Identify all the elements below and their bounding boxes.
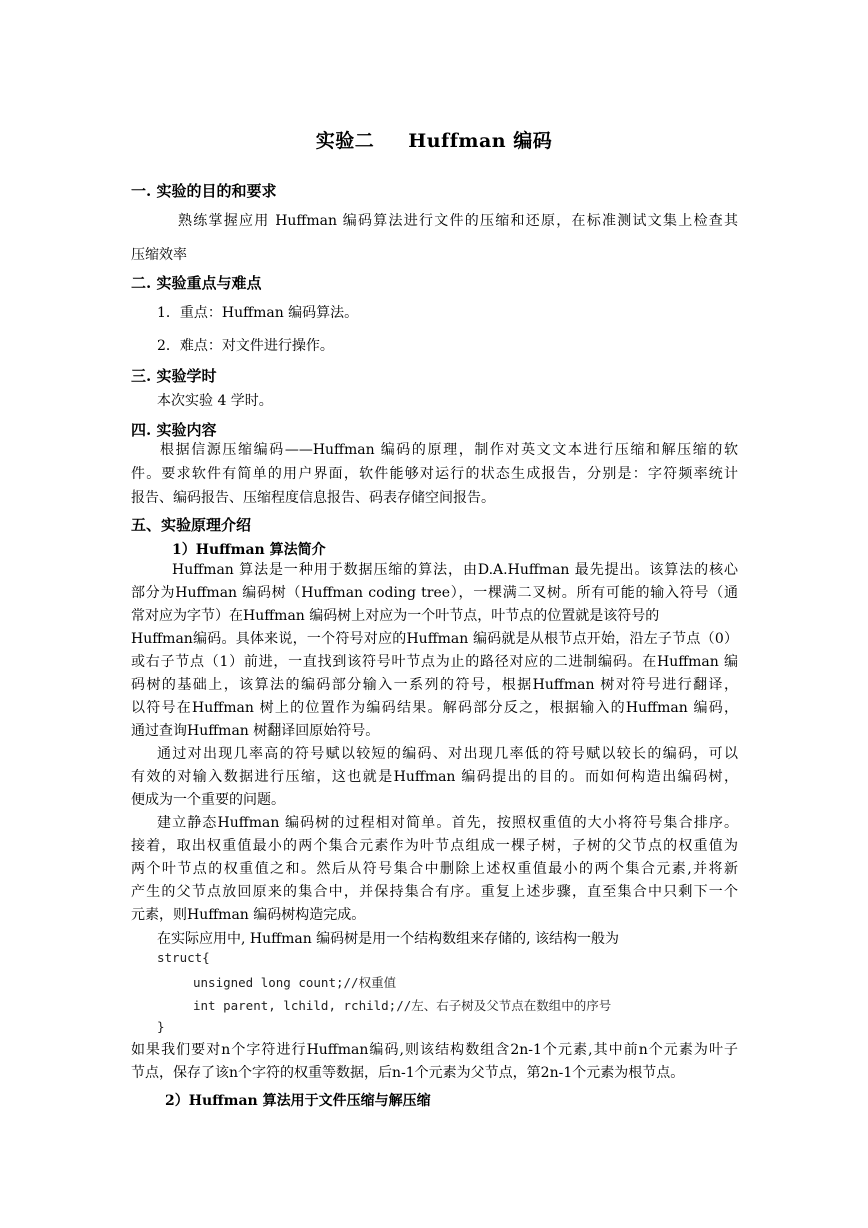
purpose-para-line-2: 有效的对输入数据进行压缩，这也就是Huffman 编码提出的目的。而如何构造出编码树， — [131, 769, 738, 785]
purpose-para-line-1: 通过对出现几率高的符号赋以较短的编码、对出现几率低的符号赋以较长的编码，可以 — [157, 746, 738, 762]
objectives-line-1: 熟练掌握应用 Huffman 编码算法进行文件的压缩和还原，在标准测试文集上检查其 — [178, 213, 738, 229]
struct-para-line-1: 如果我们要对n个字符进行Huffman编码,则该结构数组含2n-1个元素,其中前n个元素为叶子 — [131, 1042, 738, 1058]
section-heading-objectives: 一. 实验的目的和要求 — [131, 182, 277, 200]
title-part-topic: Huffman 编码 — [408, 130, 553, 152]
content-line-1: 根据信源压缩编码——Huffman 编码的原理，制作对英文文本进行压缩和解压缩的软 — [160, 442, 738, 458]
content-line-2: 件。要求软件有简单的用户界面，软件能够对运行的状态生成报告，分别是：字符频率统计 — [131, 466, 738, 482]
section-heading-hours: 三. 实验学时 — [131, 367, 217, 385]
struct-para-line-2: 节点，保存了该n个字符的权重等数据，后n-1个元素为父节点，第2n-1个元素为根节点。 — [131, 1065, 685, 1081]
code-line-1: struct{ — [157, 950, 210, 965]
code-line-4: } — [157, 1019, 165, 1034]
key-point-item-2: 2．难点：对文件进行操作。 — [157, 338, 334, 354]
subheading-file-compression: 2）Huffman 算法用于文件压缩与解压缩 — [165, 1093, 431, 1109]
purpose-para-line-3: 便成为一个重要的问题。 — [131, 792, 285, 808]
section-heading-principles: 五、实验原理介绍 — [131, 516, 252, 534]
build-para-line-2: 接着，取出权重值最小的两个集合元素作为叶节点组成一棵子树，子树的父节点的权重值为 — [131, 838, 738, 854]
section-heading-content: 四. 实验内容 — [131, 421, 217, 439]
intro-para-line-5: 或右子节点（1）前进，一直找到该符号叶节点为止的路径对应的二进制编码。在Huffman 编 — [131, 654, 738, 670]
build-para-line-5: 元素，则Huffman 编码树构造完成。 — [131, 907, 366, 923]
code-line-2: unsigned long count;//权重值 — [193, 975, 397, 990]
build-para-line-3: 两个叶节点的权重值之和。然后从符号集合中删除上述权重值最小的两个集合元素,并将新 — [131, 861, 738, 877]
key-point-item-1: 1．重点：Huffman 编码算法。 — [157, 305, 359, 321]
objectives-line-2: 压缩效率 — [131, 247, 187, 263]
intro-para-line-2: 部分为Huffman 编码树（Huffman coding tree），一棵满二叉树。所有可能的输入符号（通 — [131, 585, 738, 601]
page-title — [0, 126, 868, 153]
struct-intro-text: 在实际应用中, Huffman 编码树是用一个结构数组来存储的, 该结构一般为 — [157, 931, 620, 947]
intro-para-line-4: Huffman编码。具体来说，一个符号对应的Huffman 编码就是从根节点开始，沿左子节点（0） — [131, 631, 738, 647]
build-para-line-1: 建立静态Huffman 编码树的过程相对简单。首先，按照权重值的大小将符号集合排序。 — [157, 815, 738, 831]
content-line-3: 报告、编码报告、压缩程度信息报告、码表存储空间报告。 — [131, 490, 495, 506]
build-para-line-4: 产生的父节点放回原来的集合中，并保持集合有序。重复上述步骤，直至集合中只剩下一个 — [131, 884, 738, 900]
title-part-experiment: 实验二 — [315, 130, 375, 152]
intro-para-line-3: 常对应为字节）在Huffman 编码树上对应为一个叶节点，叶节点的位置就是该符号的 — [131, 608, 660, 624]
code-line-3: int parent, lchild, rchild;//左、右子树及父节点在数组中的序号 — [193, 998, 612, 1013]
section-heading-key-points: 二. 实验重点与难点 — [131, 274, 262, 292]
subheading-algorithm-intro: 1）Huffman 算法简介 — [172, 542, 326, 558]
intro-para-line-7: 以符号在Huffman 树上的位置作为编码结果。解码部分反之，根据输入的Huffman 编码， — [131, 700, 738, 716]
intro-para-line-6: 码树的基础上，该算法的编码部分输入一系列的符号，根据Huffman 树对符号进行翻译， — [131, 677, 738, 693]
intro-para-line-8: 通过查询Huffman 树翻译回原始符号。 — [131, 723, 380, 739]
intro-para-line-1: Huffman 算法是一种用于数据压缩的算法，由D.A.Huffman 最先提出。该算法的核心 — [172, 562, 738, 578]
hours-text: 本次实验 4 学时。 — [157, 393, 273, 409]
